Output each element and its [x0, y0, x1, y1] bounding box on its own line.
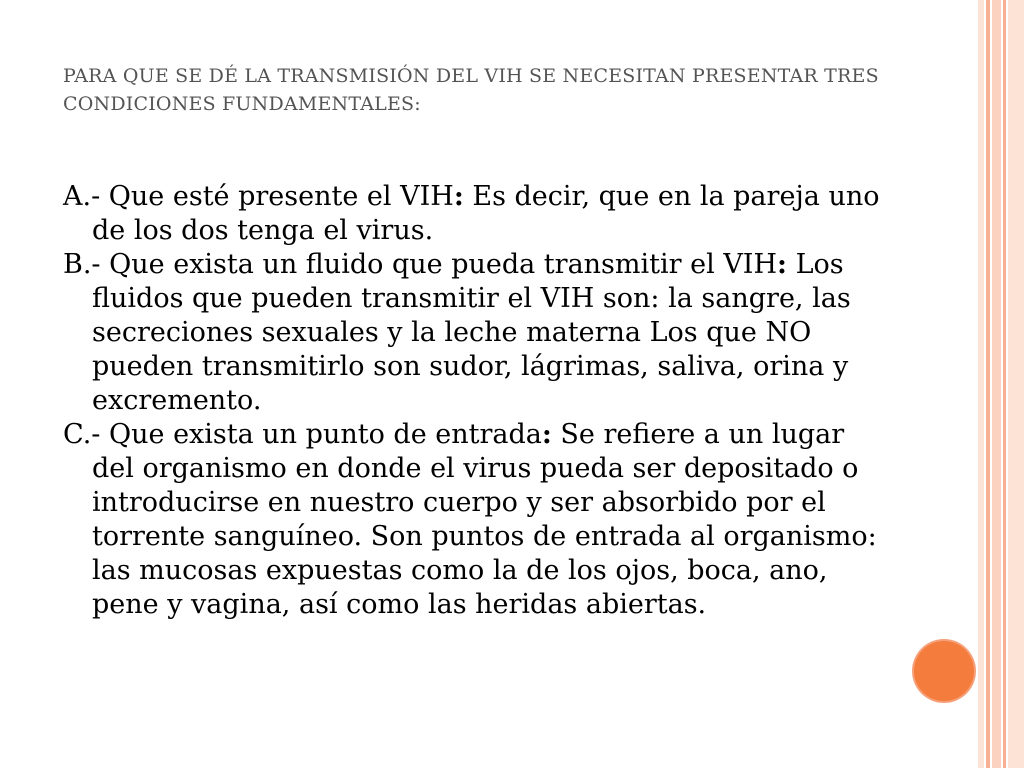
condition-heading: A.- Que esté presente el VIH — [63, 181, 454, 212]
condition-item-c — [63, 418, 893, 622]
condition-description: Se refiere a un lugar del organismo en donde el virus pueda ser depositado o introducirse en nuestro cuerpo y ser absorbido por el torrente sanguíneo. Son puntos de entrada al organismo: las mucosas expuestas como la de los ojos, boca, ano, pene y vagina, así como las heridas abiertas. — [92, 419, 877, 620]
condition-colon: : — [453, 181, 464, 212]
decorative-stripe — [1008, 0, 1024, 768]
slide-body — [63, 180, 893, 622]
condition-description: Es decir, que en la pareja uno de los dos tenga el virus. — [92, 181, 880, 246]
condition-item-a — [63, 180, 893, 248]
condition-colon: : — [541, 419, 552, 450]
decorative-circle — [914, 641, 974, 701]
condition-description: Los fluidos que pueden transmitir el VIH son: la sangre, las secreciones sexuales y la leche materna Los que NO pueden transmitirlo son sudor, lágrimas, saliva, orina y excremento. — [92, 249, 851, 416]
slide-title: PARA QUE SE DÉ LA TRANSMISIÓN DEL VIH SE NECESITAN PRESENTAR TRES CONDICIONES FUNDAMENTALES: — [63, 65, 879, 115]
decorative-stripe — [1003, 0, 1006, 768]
decorative-stripe — [986, 0, 990, 768]
condition-colon: : — [777, 249, 787, 280]
condition-heading: B.- Que exista un fluido que pueda transmitir el VIH — [63, 249, 778, 280]
decorative-stripe — [992, 0, 1001, 768]
condition-item-b — [63, 248, 893, 418]
condition-heading: C.- Que exista un punto de entrada — [63, 419, 542, 450]
decorative-stripe — [978, 0, 984, 768]
